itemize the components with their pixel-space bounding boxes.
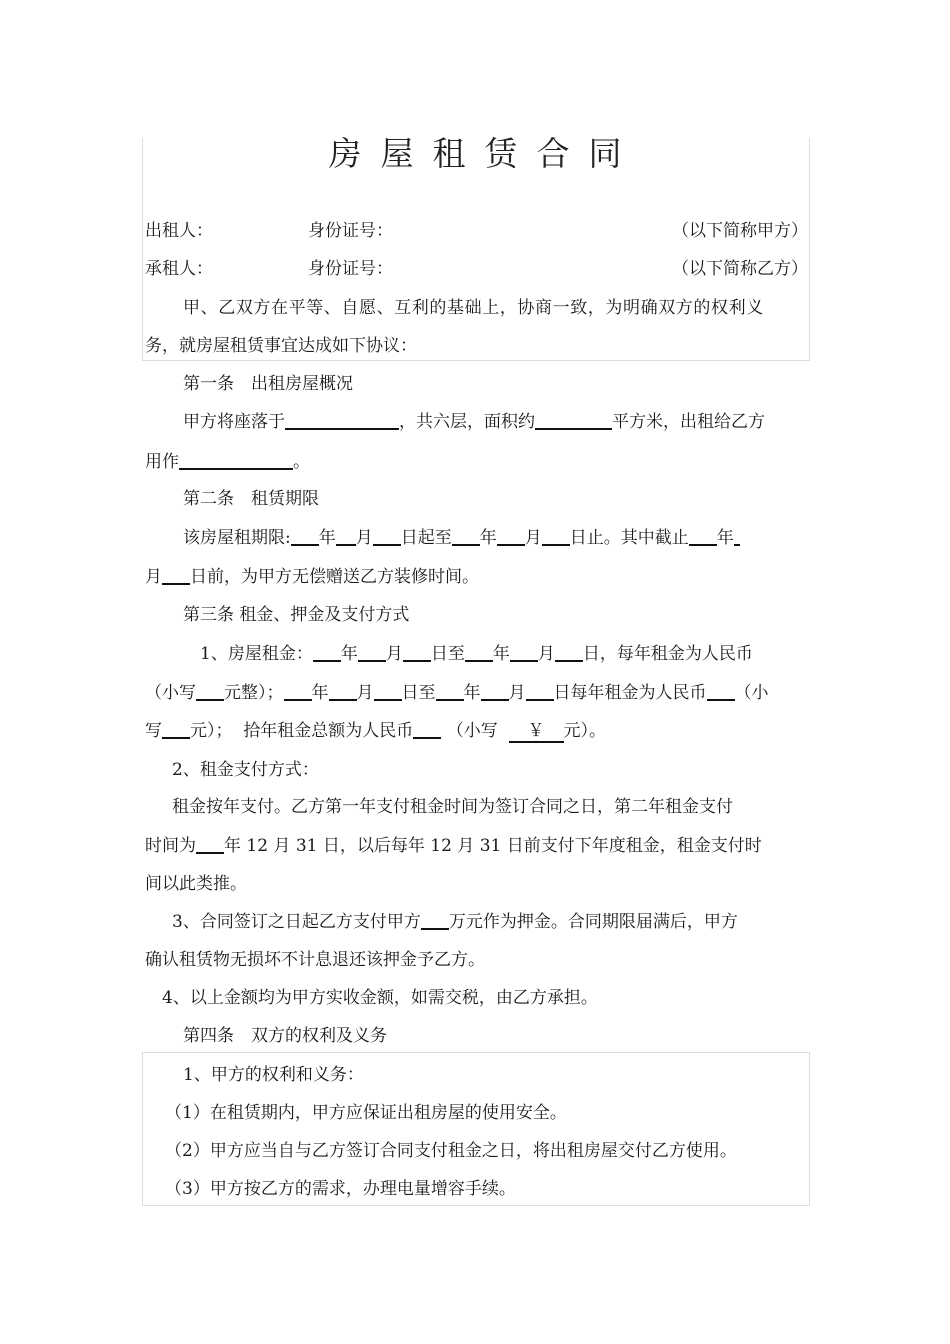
article-1-heading: 第一条 出租房屋概况 [183, 374, 353, 394]
rent-line-1 [200, 643, 753, 665]
article-4-heading: 第四条 双方的权利及义务 [183, 1026, 387, 1046]
blank[interactable] [358, 643, 386, 662]
blank[interactable] [162, 566, 190, 585]
payment-time-label: 时间为 [145, 836, 196, 856]
payment-time-text: 年 12 月 31 日，以后每年 12 月 31 日前支付下年度租金，租金支付时 [224, 836, 762, 856]
annual-rent-label: 日每年租金为人民币 [553, 683, 707, 703]
month-label: 月 [508, 683, 526, 703]
blank[interactable] [689, 527, 717, 546]
month-label: 月 [385, 644, 403, 664]
blank[interactable] [510, 643, 538, 662]
blank[interactable] [291, 527, 319, 546]
article-1-line-2 [145, 451, 310, 473]
contract-title: 房屋租赁合同 [328, 134, 641, 173]
day-to-label: 日至 [401, 683, 436, 703]
rent-label: 1、房屋租金： [200, 644, 313, 664]
month-label: 月 [356, 683, 374, 703]
blank[interactable] [403, 643, 431, 662]
year-label: 年 [716, 528, 734, 548]
lowercase-label: （小 [734, 683, 769, 703]
blank[interactable] [734, 527, 740, 546]
lessee-label: 承租人： [145, 259, 213, 279]
payment-line-1: 租金按年支付。乙方第一年支付租金时间为签订合同之日，第二年租金支付 [172, 797, 733, 817]
year-label: 年 [340, 644, 358, 664]
a1-text-c: 平方米，出租给乙方 [612, 412, 765, 432]
month-label: 月 [537, 644, 555, 664]
yen-amount-field[interactable]: ￥ [509, 721, 564, 743]
year-label: 年 [311, 683, 329, 703]
blank[interactable] [329, 682, 357, 701]
a1-period: 。 [293, 452, 310, 472]
lessee-id-label: 身份证号： [308, 259, 393, 279]
year-label: 年 [463, 683, 481, 703]
day-end-label: 日止。其中截止 [569, 528, 689, 548]
blank[interactable] [707, 682, 735, 701]
duty-item-1: （1）在租赁期内，甲方应保证出租房屋的使用安全。 [165, 1103, 567, 1123]
year-label: 年 [492, 644, 510, 664]
location-blank[interactable] [285, 411, 399, 430]
lowercase-label: （小写 [145, 683, 196, 703]
yuan-label: 元）； [190, 721, 233, 741]
month-label: 月 [355, 528, 373, 548]
blank[interactable] [196, 682, 224, 701]
article-2-heading: 第二条 租赁期限 [183, 489, 319, 509]
article-1-line-1 [183, 411, 765, 433]
blank[interactable] [196, 835, 224, 854]
a1-text-a: 甲方将座落于 [183, 412, 285, 432]
annual-rent-label: 日，每年租金为人民币 [582, 644, 753, 664]
blank[interactable] [555, 643, 583, 662]
blank[interactable] [413, 720, 441, 739]
total-rent-label: 拾年租金总额为人民币 [243, 721, 414, 741]
a2-text-end: 日前，为甲方无偿赠送乙方装修时间。 [190, 567, 479, 587]
blank[interactable] [526, 682, 554, 701]
day-from-label: 日起至 [400, 528, 452, 548]
year-label: 年 [318, 528, 336, 548]
lessor-alias: （以下简称甲方） [672, 221, 808, 241]
intro-line-1: 甲、乙双方在平等、自愿、互利的基础上，协商一致，为明确双方的权利义 [183, 298, 764, 318]
day-to-label: 日至 [430, 644, 465, 664]
article-3-heading: 第三条 租金、押金及支付方式 [183, 605, 410, 625]
blank[interactable] [313, 643, 341, 662]
blank[interactable] [452, 527, 480, 546]
payment-line-2 [145, 835, 762, 857]
rent-line-2 [145, 682, 769, 704]
blank[interactable] [465, 643, 493, 662]
article-2-line-2 [145, 566, 479, 588]
rent-line-3 [145, 720, 606, 743]
a1-use-label: 用作 [145, 452, 179, 472]
lessor-duties-heading: 1、甲方的权利和义务： [183, 1065, 364, 1085]
yuan-label: 元整）； [224, 683, 284, 703]
duty-item-3: （3）甲方按乙方的需求，办理电量增容手续。 [165, 1179, 516, 1199]
payment-heading: 2、租金支付方式： [172, 760, 319, 780]
blank[interactable] [162, 720, 190, 739]
year-label: 年 [479, 528, 497, 548]
tax-line: 4、以上金额均为甲方实收金额，如需交税，由乙方承担。 [162, 988, 598, 1008]
blank[interactable] [373, 527, 401, 546]
blank[interactable] [497, 527, 525, 546]
lowercase-label: （小写 [446, 721, 498, 741]
lessor-label: 出租人： [145, 221, 213, 241]
deposit-line-1 [172, 911, 738, 933]
usage-blank[interactable] [179, 451, 293, 470]
blank[interactable] [436, 682, 464, 701]
deposit-blank[interactable] [421, 911, 449, 930]
month-label: 月 [524, 528, 542, 548]
blank[interactable] [481, 682, 509, 701]
lowercase-label: 写 [145, 721, 162, 741]
payment-line-3: 间以此类推。 [145, 874, 247, 894]
blank[interactable] [374, 682, 402, 701]
area-blank[interactable] [535, 411, 612, 430]
lessor-id-label: 身份证号： [308, 221, 393, 241]
deposit-label: 3、合同签订之日起乙方支付甲方 [172, 912, 421, 932]
deposit-line-2: 确认租赁物无损坏不计息退还该押金予乙方。 [145, 950, 485, 970]
month-label: 月 [145, 567, 162, 587]
blank[interactable] [542, 527, 570, 546]
intro-line-2: 务，就房屋租赁事宜达成如下协议： [145, 336, 417, 356]
blank[interactable] [336, 527, 356, 546]
a2-term-label: 该房屋租期限: [183, 528, 291, 548]
duty-item-2: （2）甲方应当自与乙方签订合同支付租金之日，将出租房屋交付乙方使用。 [165, 1141, 737, 1161]
article-2-line-1 [183, 527, 740, 549]
blank[interactable] [284, 682, 312, 701]
lessee-alias: （以下简称乙方） [672, 259, 808, 279]
a1-text-b: ，共六层，面积约 [399, 412, 535, 432]
deposit-text: 万元作为押金。合同期限届满后，甲方 [448, 912, 738, 932]
yuan-label: 元）。 [563, 721, 607, 741]
